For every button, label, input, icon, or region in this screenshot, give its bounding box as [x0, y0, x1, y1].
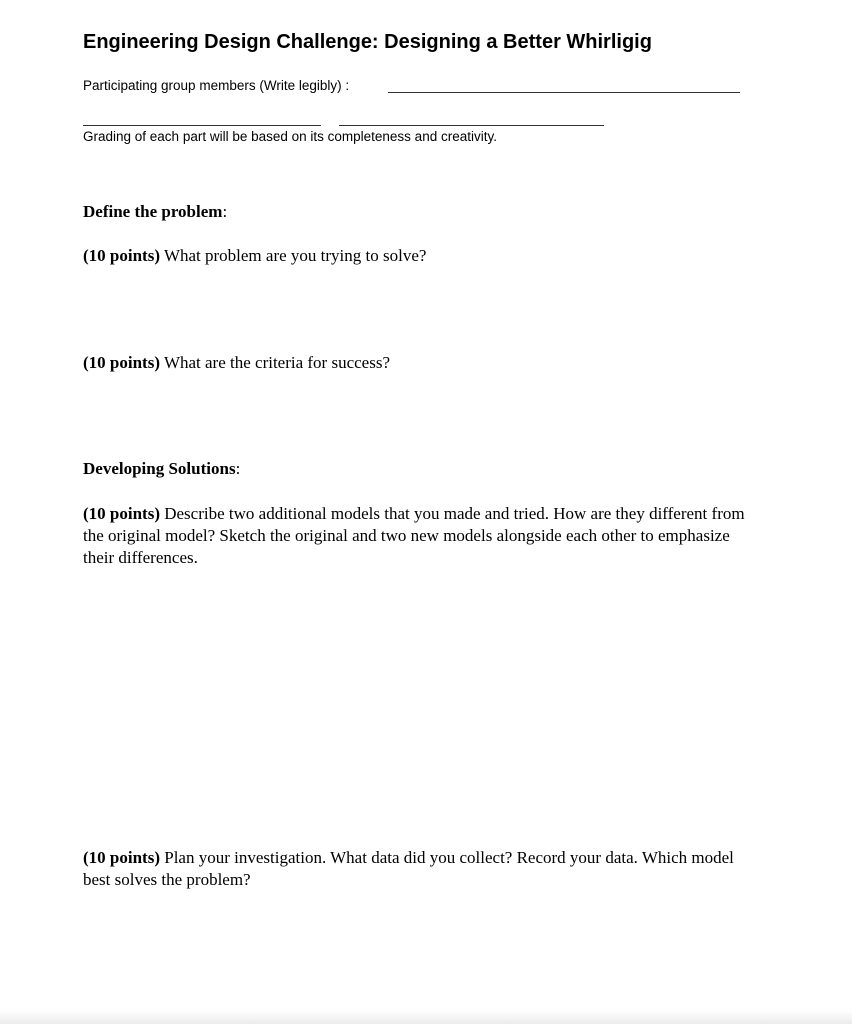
question-problem-text: What problem are you trying to solve? — [163, 246, 427, 265]
question-problem-points: (10 points) — [83, 246, 160, 265]
question-criteria — [83, 352, 763, 374]
question-criteria-text: What are the criteria for success? — [163, 353, 391, 372]
section-heading-developing-colon: : — [235, 459, 241, 478]
page-title: Engineering Design Challenge: Designing a Better Whirligig — [83, 31, 652, 53]
section-heading-define-text: Define the problem — [83, 202, 223, 221]
question-investigation — [83, 847, 763, 891]
section-heading-define — [83, 202, 227, 222]
question-criteria-points: (10 points) — [83, 353, 160, 372]
members-blank-line — [388, 92, 740, 93]
members-blank-line-3 — [339, 125, 604, 126]
question-investigation-text: Plan your investigation. What data did you collect? Record your data. Which model best solves the problem? — [83, 848, 734, 889]
section-heading-define-colon: : — [222, 202, 228, 221]
question-investigation-points: (10 points) — [83, 848, 160, 867]
section-heading-developing — [83, 459, 240, 479]
question-problem — [83, 245, 763, 267]
page-bottom-shade — [0, 1010, 852, 1024]
question-models — [83, 503, 763, 569]
grading-note: Grading of each part will be based on its completeness and creativity. — [83, 129, 497, 144]
members-blank-line-2 — [83, 125, 321, 126]
section-heading-developing-text: Developing Solutions — [83, 459, 236, 478]
members-label: Participating group members (Write legibly) : — [83, 78, 350, 93]
question-models-points: (10 points) — [83, 504, 160, 523]
question-models-text: Describe two additional models that you made and tried. How are they different from the original model? Sketch the original and two new models alongside each other to emphasize their differences. — [83, 504, 745, 567]
